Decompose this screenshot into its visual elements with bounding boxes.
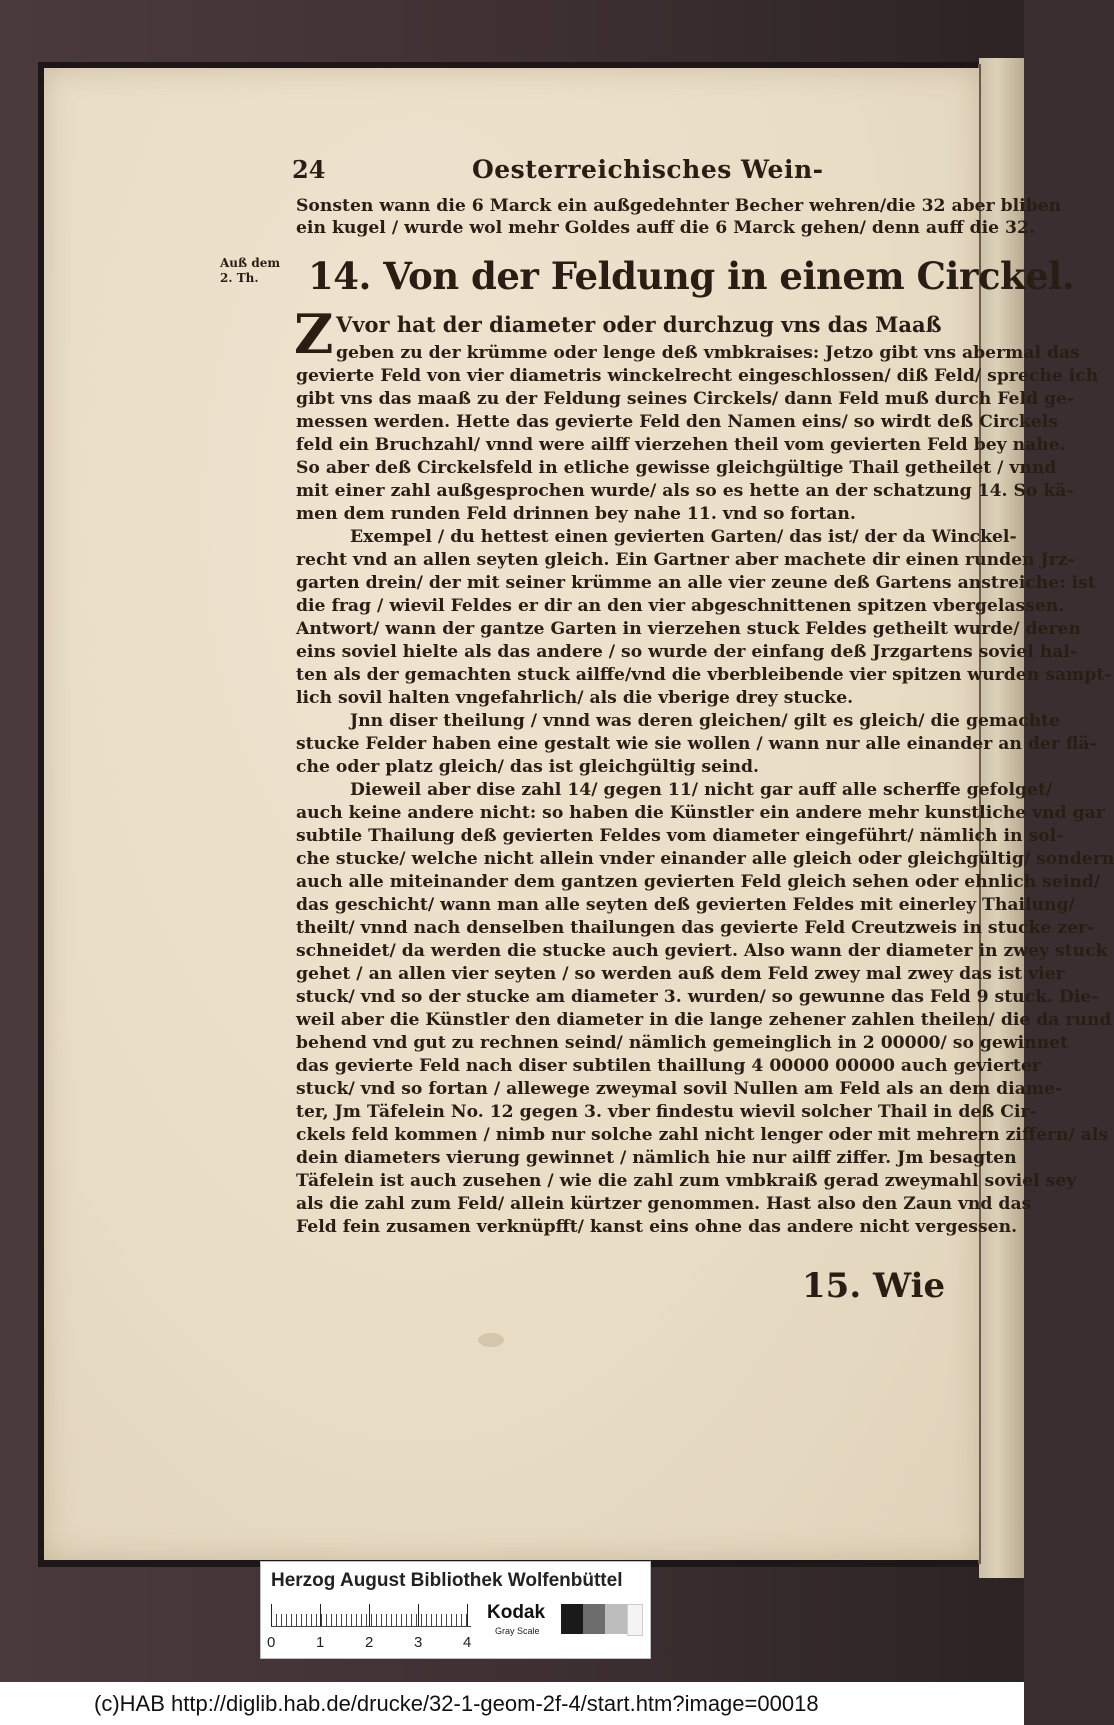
ruler-tick [320, 1604, 321, 1626]
ruler-tick [271, 1604, 272, 1626]
ruler-number: 1 [316, 1634, 325, 1651]
page-header [292, 155, 912, 189]
color-calibration-card [260, 1561, 651, 1659]
ruler-number: 4 [463, 1634, 472, 1651]
gray-patch-white [627, 1604, 643, 1636]
body-line: Exempel / du hettest einen gevierten Garten/ das ist/ der da Winckel- [350, 527, 1017, 547]
body-line: Täfelein ist auch zusehen / wie die zahl zum vmbkraiß gerad zweymahl soviel sey [296, 1171, 1077, 1191]
section-heading: 14. Von der Feldung in einem Circkel. [308, 254, 1075, 298]
body-line: als die zahl zum Feld/ allein kürtzer genommen. Hast also den Zaun vnd das [296, 1194, 1032, 1214]
copyright-footer [0, 1682, 1024, 1725]
body-line: schneidet/ da werden die stucke auch geviert. Also wann der diameter in zwey stuck [296, 941, 1108, 961]
body-line: Vvor hat der diameter oder durchzug vns das Maaß [336, 312, 942, 337]
body-line: mit einer zahl außgesprochen wurde/ als so es hette an der schatzung 14. So kä- [296, 481, 1074, 501]
body-line: weil aber die Künstler den diameter in die lange zehener zahlen theilen/ die da rund [296, 1010, 1112, 1030]
gray-patch-dark [583, 1604, 605, 1634]
body-line: ten als der gemachten stuck ailffe/vnd die vberbleibende vier spitzen wurden sampt- [296, 665, 1112, 685]
paper-smudge [478, 1333, 504, 1347]
drop-cap: Z [294, 302, 334, 366]
gray-scale-label: Gray Scale [495, 1626, 540, 1636]
body-line: behend vnd gut zu rechnen seind/ nämlich gemeinglich in 2 00000/ so gewinnet [296, 1033, 1069, 1053]
intro-line: Sonsten wann die 6 Marck ein außgedehnter Becher wehren/die 32 aber bliben [296, 196, 1062, 216]
body-line: Antwort/ wann der gantze Garten in vierzehen stuck Feldes getheilt wurde/ deren [296, 619, 1081, 639]
ruler-tick [418, 1604, 419, 1626]
library-name: Herzog August Bibliothek Wolfenbüttel [271, 1570, 623, 1591]
body-line: das geschicht/ wann man alle seyten deß gevierten Feldes mit einerley Thailung/ [296, 895, 1075, 915]
scale-ruler [271, 1602, 471, 1627]
body-line: che stucke/ welche nicht allein vnder einander alle gleich oder gleichgültig/ sondern [296, 849, 1114, 869]
body-line: auch keine andere nicht: so haben die Künstler ein andere mehr kunstliche vnd gar [296, 803, 1105, 823]
page-number: 24 [292, 155, 326, 184]
body-line: auch alle miteinander dem gantzen gevierten Feld gleich sehen oder ehnlich seind/ [296, 872, 1101, 892]
body-line: garten drein/ der mit seiner krümme an alle vier zeune deß Gartens anstreiche: ist [296, 573, 1096, 593]
running-head: Oesterreichisches Wein- [472, 155, 824, 184]
body-line: gibt vns das maaß zu der Feldung seines Circkels/ dann Feld muß durch Feld ge- [296, 389, 1075, 409]
ruler-number: 0 [267, 1634, 276, 1651]
body-line: che oder platz gleich/ das ist gleichgültig seind. [296, 757, 760, 777]
body-line: theilt/ vnnd nach denselben thailungen das gevierte Feld Creutzweis in stucke zer- [296, 918, 1095, 938]
body-line: geben zu der krümme oder lenge deß vmbkraises: Jetzo gibt vns abermal das [336, 343, 1080, 363]
body-line: messen werden. Hette das gevierte Feld den Namen eins/ so wirdt deß Circkels [296, 412, 1058, 432]
kodak-logo: Kodak [487, 1602, 546, 1623]
body-line: stuck/ vnd so der stucke am diameter 3. wurden/ so gewunne das Feld 9 stuck. Die- [296, 987, 1099, 1007]
body-line: Jnn diser theilung / vnnd was deren gleichen/ gilt es gleich/ die gemachte [350, 711, 1061, 731]
footer-url-text: (c)HAB http://diglib.hab.de/drucke/32-1-geom-2f-4/start.htm?image=00018 [94, 1691, 819, 1716]
ruler-number: 2 [365, 1634, 374, 1651]
body-line: Dieweil aber dise zahl 14/ gegen 11/ nicht gar auff alle scherffe gefolget/ [350, 780, 1053, 800]
body-line: feld ein Bruchzahl/ vnnd were ailff vierzehen theil vom gevierten Feld bey nahe. [296, 435, 1066, 455]
body-line: men dem runden Feld drinnen bey nahe 11. vnd so fortan. [296, 504, 856, 524]
body-line: das gevierte Feld nach diser subtilen thaillung 4 00000 00000 auch gevierter [296, 1056, 1041, 1076]
gray-patch-light [605, 1604, 627, 1634]
ruler-tick [369, 1604, 370, 1626]
body-line: ter, Jm Täfelein No. 12 gegen 3. vber findestu wievil solcher Thail in deß Cir- [296, 1102, 1037, 1122]
body-line: So aber deß Circkelsfeld in etliche gewisse gleichgültige Thail getheilet / vnnd [296, 458, 1057, 478]
body-line: stucke Felder haben eine gestalt wie sie wollen / wann nur alle einander an der flä- [296, 734, 1097, 754]
body-line: gevierte Feld von vier diametris winckelrecht eingeschlossen/ diß Feld/ spreche ich [296, 366, 1099, 386]
body-line: die frag / wievil Feldes er dir an den vier abgeschnittenen spitzen vbergelassen. [296, 596, 1065, 616]
body-line: gehet / an allen vier seyten / so werden auß dem Feld zwey mal zwey das ist vier [296, 964, 1065, 984]
gray-patch-black [561, 1604, 583, 1634]
ruler-tick [467, 1604, 468, 1626]
body-line: lich sovil halten vngefahrlich/ als die vberige drey stucke. [296, 688, 854, 708]
intro-line: ein kugel / wurde wol mehr Goldes auff die 6 Marck gehen/ denn auff die 32. [296, 218, 1035, 238]
body-line: ckels feld kommen / nimb nur solche zahl nicht lenger oder mit mehrern ziffern/ als [296, 1125, 1109, 1145]
margin-note: Auß dem 2. Th. [220, 256, 281, 285]
body-line: recht vnd an allen seyten gleich. Ein Gartner aber machete dir einen runden Jrz- [296, 550, 1075, 570]
ruler-number: 3 [414, 1634, 423, 1651]
body-line: Feld fein zusamen verknüpfft/ kanst eins ohne das andere nicht vergessen. [296, 1217, 1018, 1237]
catchword: 15. Wie [802, 1266, 946, 1306]
body-line: subtile Thailung deß gevierten Feldes vom diameter eingeführt/ nämlich in sol- [296, 826, 1064, 846]
body-line: dein diameters vierung gewinnet / nämlich hie nur ailff ziffer. Jm besagten [296, 1148, 1017, 1168]
body-line: eins soviel hielte als das andere / so wurde der einfang deß Jrzgartens soviel hal- [296, 642, 1078, 662]
body-line: stuck/ vnd so fortan / allewege zweymal sovil Nullen am Feld als an dem diame- [296, 1079, 1063, 1099]
